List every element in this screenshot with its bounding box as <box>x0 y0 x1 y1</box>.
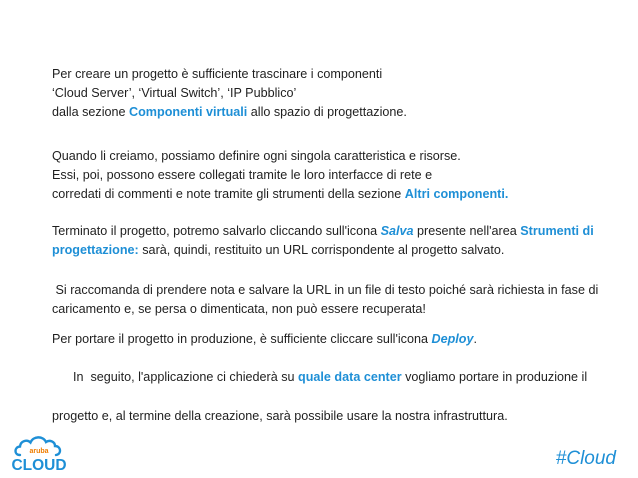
p5-line2-post: vogliamo portare in produzione il <box>401 370 588 385</box>
p2-line2: Essi, poi, possono essere collegati tramite le loro interfacce di rete e <box>52 168 433 183</box>
highlight-altri-componenti: Altri componenti. <box>404 187 509 202</box>
p5-line3: progetto e, al termine della creazione, sarà possibile usare la nostra infrastruttura. <box>52 408 508 423</box>
cloud-logo-icon <box>8 433 74 473</box>
p4-line2: caricamento e, se persa o dimenticata, non può essere recuperata! <box>52 302 426 317</box>
p1-line2: ‘Cloud Server’, ‘Virtual Switch’, ‘IP Pubblico’ <box>52 86 297 101</box>
p1-line3-post: allo spazio di progettazione. <box>247 105 407 120</box>
p2-line1: Quando li creiamo, possiamo definire ogni singola caratteristica e risorse. <box>52 149 461 163</box>
paragraph-save-project <box>52 222 620 260</box>
p2-line3 <box>52 185 508 204</box>
paragraph-drag-components <box>52 65 407 123</box>
paragraph-deploy <box>52 330 620 426</box>
highlight-deploy: Deploy <box>431 332 474 346</box>
paragraph-save-url-warning <box>52 281 620 319</box>
highlight-strumenti-di: Strumenti di <box>520 224 594 238</box>
p2-line3-pre: corredati di commenti e note tramite gli strumenti della sezione <box>52 187 405 202</box>
p5-line1-pre: Per portare il progetto in produzione, è sufficiente cliccare sull'icona <box>52 332 432 346</box>
p4-line1: Si raccomanda di prendere nota e salvare la URL in un file di testo poiché sarà richiesta in fase di <box>52 283 599 297</box>
p1-line1: Per creare un progetto è sufficiente trascinare i componenti <box>52 67 383 81</box>
hashtag-cloud: #Cloud <box>555 448 616 469</box>
p1-line3-pre: dalla sezione <box>52 105 130 120</box>
p3-line1-mid: presente nell'area <box>413 224 521 238</box>
highlight-quale-data-center: quale data center <box>298 370 402 385</box>
p1-line3 <box>52 103 407 122</box>
p5-line2-pre: In seguito, l'applicazione ci chiederà su <box>73 370 299 385</box>
highlight-salva: Salva <box>380 224 414 238</box>
logo-main-text: CLOUD <box>11 457 67 473</box>
paragraph-define-resources <box>52 147 508 205</box>
p5-line1-post: . <box>473 332 477 346</box>
aruba-cloud-logo <box>8 433 74 473</box>
p5-line2 <box>52 349 620 407</box>
p3-line1 <box>52 222 620 241</box>
p5-line1 <box>52 330 620 349</box>
highlight-componenti-virtuali: Componenti virtuali <box>129 105 248 120</box>
logo-small-text: aruba <box>29 448 49 455</box>
p3-line1-pre: Terminato il progetto, potremo salvarlo cliccando sull'icona <box>52 224 381 238</box>
p3-line2-post: sarà, quindi, restituito un URL corrispondente al progetto salvato. <box>138 243 505 258</box>
p3-line2 <box>52 241 620 260</box>
highlight-progettazione: progettazione: <box>52 243 139 258</box>
